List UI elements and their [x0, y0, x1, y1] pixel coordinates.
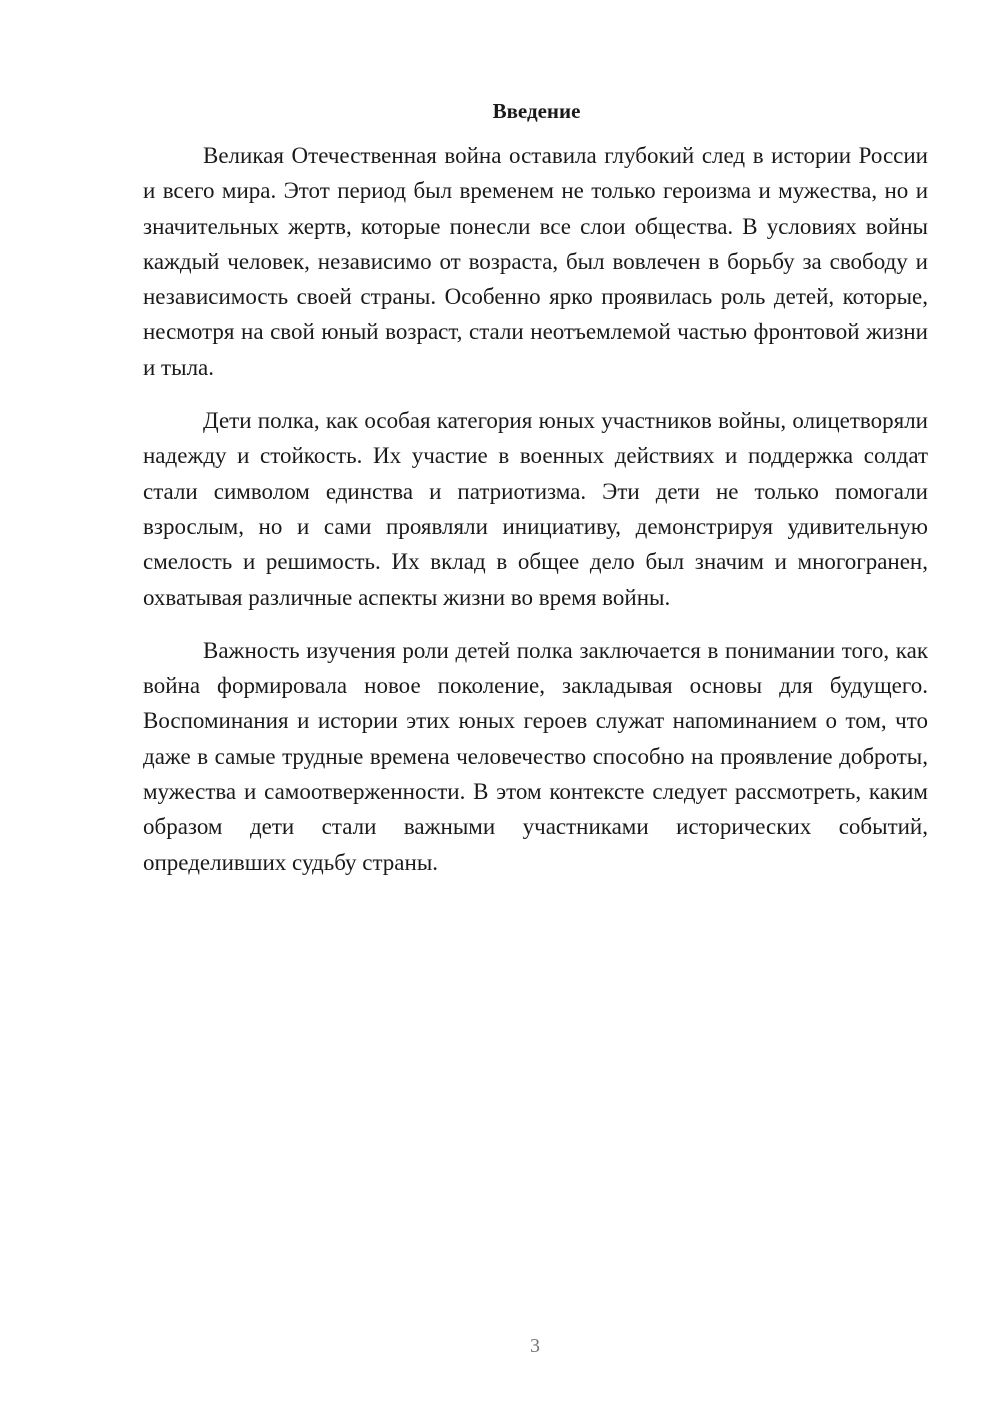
section-heading: Введение: [492, 99, 581, 123]
paragraph-3: Важность изучения роли детей полка заключается в понимании того, как война формировала новое поколение, закладывая основы для будущего. Воспоминания и истории этих юных героев служат напоминанием о том, что даже в самые трудные времена человечество способно на проявление доброты, мужества и самоотверженности. В этом контексте следует рассмотреть, каким образом дети стали важными участниками исторических событий, определивших судьбу страны.: [143, 637, 928, 875]
page-number: 3: [530, 1335, 540, 1357]
paragraph-1: Великая Отечественная война оставила глубокий след в истории России и всего мира. Этот период был временем не только героизма и мужества, но и значительных жертв, которые понесли все слои общества. В условиях войны каждый человек, независимо от возраста, был вовлечен в борьбу за свободу и независимость своей страны. Особенно ярко проявилась роль детей, которые, несмотря на свой юный возраст, стали неотъемлемой частью фронтовой жизни и тыла.: [143, 143, 928, 380]
page-content: [143, 96, 928, 898]
paragraph-2: Дети полка, как особая категория юных участников войны, олицетворяли надежду и стойкость. Их участие в военных действиях и поддержка солдат стали символом единства и патриотизма. Эти дети не только помогали взрослым, но и сами проявляли инициативу, демонстрируя удивительную смелость и решимость. Их вклад в общее дело был значим и многогранен, охватывая различные аспекты жизни во время войны.: [143, 408, 928, 610]
